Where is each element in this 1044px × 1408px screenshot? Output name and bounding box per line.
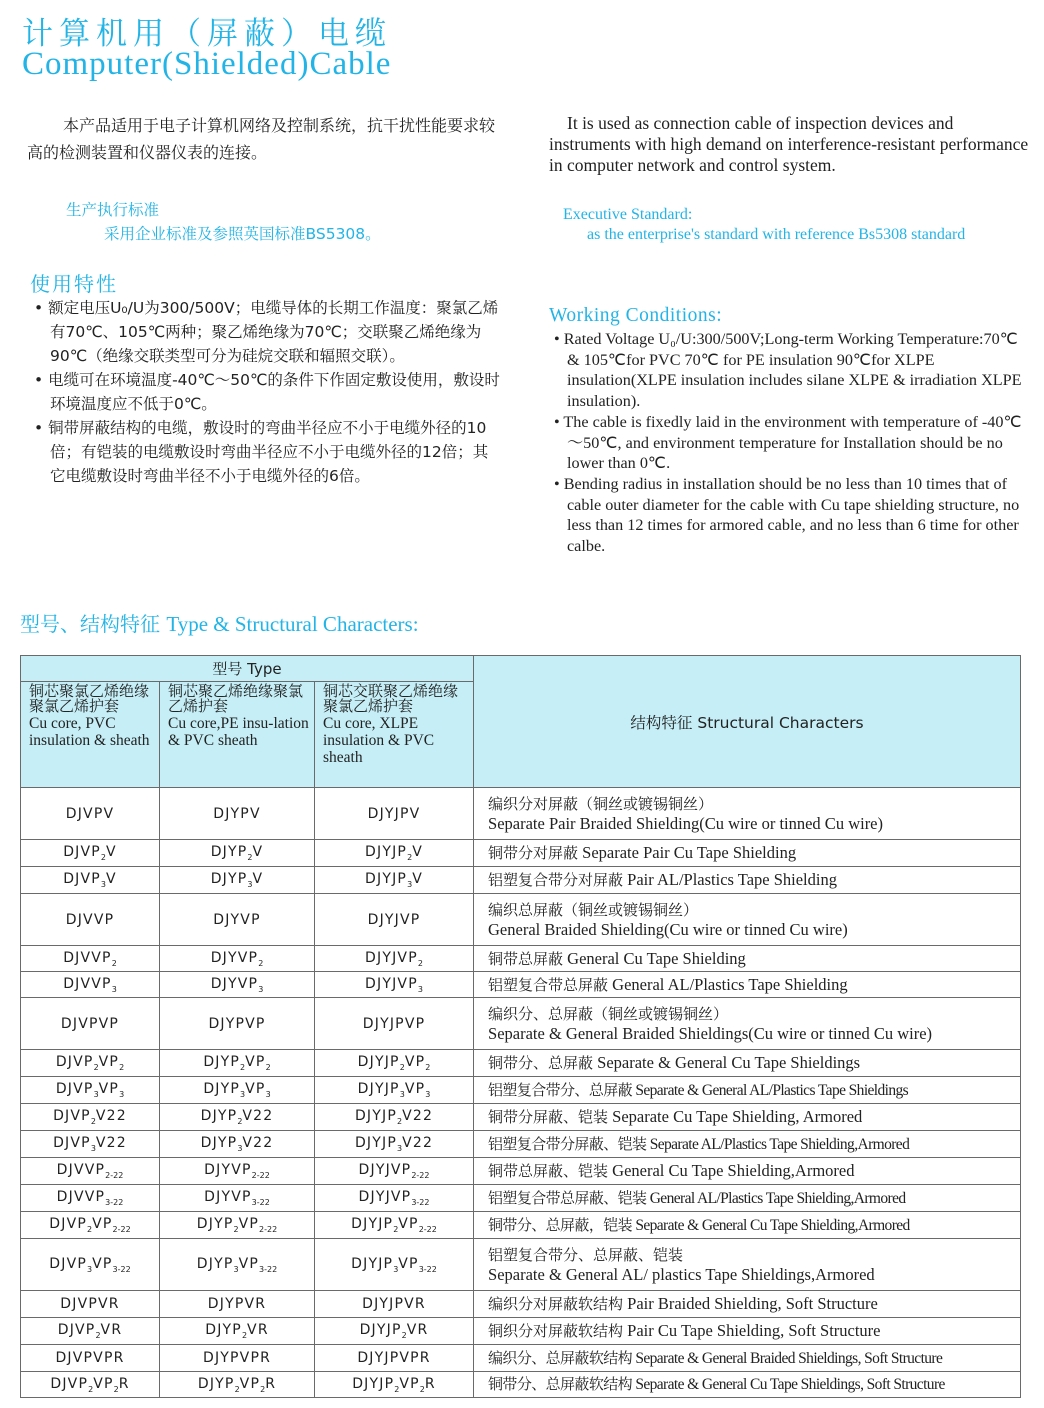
- table-row: [21, 1318, 1021, 1345]
- col-header-pe-cn: 铜芯聚乙烯绝缘聚氯乙烯护套: [168, 682, 304, 715]
- model-xlpe: $DJYJP_3VP_3$: [315, 1077, 474, 1104]
- col-header-xlpe: [315, 682, 474, 788]
- table-row: [21, 1372, 1021, 1398]
- table-row: [21, 1104, 1021, 1131]
- model-pvc: $DJVP_2V$: [21, 840, 160, 867]
- structure-en: Separate Pair Cu Tape Shielding: [582, 843, 797, 862]
- table-row: [21, 1185, 1021, 1212]
- condition-item-en: • The cable is fixedly laid in the environment with temperature of -40℃ ～50℃, and environment temperature for Installation should be no lower than 0℃.: [552, 412, 1024, 474]
- structure-en: Separate AL/Plastics Tape Shielding,Armored: [649, 1135, 910, 1153]
- model-pe: $DJYP_3V22$: [160, 1131, 315, 1158]
- model-pvc: $DJVP_3V$: [21, 867, 160, 894]
- structure-en: General Cu Tape Shielding: [567, 948, 746, 968]
- structure-description: [474, 1131, 1021, 1158]
- structure-cn: 铜带分、总屏蔽，铠装: [488, 1215, 633, 1234]
- structure-description: [474, 1345, 1021, 1372]
- model-pe: $DJYP_2VR$: [160, 1318, 315, 1345]
- col-header-pvc-cn: 铜芯聚氯乙烯绝缘聚氯乙烯护套: [29, 682, 150, 715]
- table-row: [21, 998, 1021, 1050]
- table-row: [21, 1158, 1021, 1185]
- structure-en: Separate & General Cu Tape Shielding,Armored: [635, 1216, 910, 1234]
- model-pe: $DJYP_3VP_3$: [160, 1077, 315, 1104]
- model-xlpe: $DJYJP_2VP_2$: [315, 1050, 474, 1077]
- structure-en: Separate Cu Tape Shielding, Armored: [612, 1107, 863, 1126]
- model-xlpe: $DJYJVP_{3-22}$: [315, 1185, 474, 1212]
- model-pvc: $DJVP_2VR$: [21, 1318, 160, 1345]
- col-header-pe-en: Cu core,PE insu-lation & PVC sheath: [168, 715, 309, 749]
- model-pvc: $DJVP_3VP_{3-22}$: [21, 1239, 160, 1291]
- types-heading: [20, 608, 419, 637]
- structure-cn: 编织分对屏蔽（铜丝或镀锡铜丝）: [488, 795, 714, 813]
- structure-cn: 铝塑复合带分、总屏蔽: [488, 1080, 633, 1099]
- structure-en: Pair Braided Shielding, Soft Structure: [627, 1294, 878, 1313]
- structure-en: General Braided Shielding(Cu wire or tinned Cu wire): [488, 920, 848, 939]
- model-xlpe: $DJYJVP_{2-22}$: [315, 1158, 474, 1185]
- structure-description: [474, 972, 1021, 998]
- structure-description: [474, 1291, 1021, 1318]
- intro-cn: 本产品适用于电子计算机网络及控制系统，抗干扰性能要求较高的检测装置和仪器仪表的连接。: [27, 116, 496, 162]
- structure-description: [474, 1077, 1021, 1104]
- model-pvc: $DJVVP_{2-22}$: [21, 1158, 160, 1185]
- table-row: [21, 867, 1021, 894]
- model-pe: DJYVP: [160, 894, 315, 946]
- model-xlpe: $DJYJP_3VP_{3-22}$: [315, 1239, 474, 1291]
- structure-en: Separate Pair Braided Shielding(Cu wire or tinned Cu wire): [488, 814, 884, 833]
- structure-en: Separate & General Braided Shieldings(Cu wire or tinned Cu wire): [488, 1024, 933, 1043]
- col-header-pvc-en: Cu core, PVC insulation & sheath: [29, 715, 150, 749]
- types-heading-en: Type & Structural Characters:: [166, 612, 419, 636]
- col-header-pvc: [21, 682, 160, 788]
- model-pvc: $DJVP_2VP_2R$: [21, 1372, 160, 1398]
- structure-cn: 编织分对屏蔽软结构: [488, 1295, 624, 1313]
- structure-en: Separate & General Cu Tape Shieldings, Soft Structure: [635, 1376, 945, 1393]
- table-row: [21, 1077, 1021, 1104]
- model-pe: $DJYP_2V$: [160, 840, 315, 867]
- type-rows: [21, 788, 1021, 1398]
- table-row: [21, 1345, 1021, 1372]
- model-xlpe: $DJYJVP_2$: [315, 946, 474, 972]
- model-pe: $DJYP_2V22$: [160, 1104, 315, 1131]
- types-heading-cn: 型号、结构特征: [20, 612, 160, 636]
- structure-description: [474, 894, 1021, 946]
- col-header-type: 型号 Type: [21, 656, 474, 682]
- model-xlpe: $DJYJP_2VP_{2-22}$: [315, 1212, 474, 1239]
- structure-cn: 铝塑复合带总屏蔽、铠装: [488, 1188, 647, 1207]
- model-pe: $DJYP_2VP_2R$: [160, 1372, 315, 1398]
- structure-cn: 铝塑复合带分、总屏蔽、铠装: [488, 1246, 684, 1264]
- structure-cn: 编织总屏蔽（铜丝或镀锡铜丝）: [488, 901, 699, 919]
- structure-description: [474, 1239, 1021, 1291]
- table-row: [21, 1239, 1021, 1291]
- model-pe: DJYPVPR: [160, 1345, 315, 1372]
- table-row: [21, 840, 1021, 867]
- model-xlpe: DJYJPVR: [315, 1291, 474, 1318]
- structure-cn: 铜带分、总屏蔽: [488, 1054, 594, 1072]
- model-pe: $DJYVP_2$: [160, 946, 315, 972]
- table-row: [21, 1131, 1021, 1158]
- structure-cn: 铜带总屏蔽、铠装: [488, 1162, 609, 1180]
- structure-cn: 铜带分屏蔽、铠装: [488, 1108, 609, 1126]
- model-pe: $DJYP_3V$: [160, 867, 315, 894]
- intro-en: It is used as connection cable of inspection devices and instruments with high demand on interference-resistant performance in computer network and control system.: [549, 113, 1029, 175]
- page-title-cn: 计算机用（屏蔽）电缆: [22, 16, 392, 52]
- structure-en: Pair AL/Plastics Tape Shielding: [627, 870, 837, 889]
- structure-description: [474, 840, 1021, 867]
- structure-cn: 铜带分对屏蔽: [488, 844, 579, 862]
- model-pvc: $DJVVP_3$: [21, 972, 160, 998]
- model-pvc: $DJVVP_{3-22}$: [21, 1185, 160, 1212]
- standard-heading-cn: 生产执行标准: [66, 201, 160, 219]
- model-pvc: $DJVP_3V22$: [21, 1131, 160, 1158]
- conditions-heading-en: Working Conditions:: [549, 305, 723, 326]
- model-pvc: DJVPV: [21, 788, 160, 840]
- model-pvc: $DJVP_2VP_2$: [21, 1050, 160, 1077]
- model-xlpe: $DJYJP_3V22$: [315, 1131, 474, 1158]
- structure-description: [474, 1372, 1021, 1398]
- model-pvc: $DJVP_3VP_3$: [21, 1077, 160, 1104]
- table-row: [21, 946, 1021, 972]
- model-pvc: DJVPVR: [21, 1291, 160, 1318]
- model-xlpe: $DJYJP_2V$: [315, 840, 474, 867]
- model-pvc: $DJVP_2VP_{2-22}$: [21, 1212, 160, 1239]
- structure-en: Pair Cu Tape Shielding, Soft Structure: [627, 1321, 881, 1340]
- structure-en: Separate & General Braided Shieldings, Soft Structure: [635, 1349, 943, 1367]
- structure-en: Separate & General AL/ plastics Tape Shieldings,Armored: [488, 1265, 875, 1284]
- table-row: [21, 1050, 1021, 1077]
- model-xlpe: DJYJPVPR: [315, 1345, 474, 1372]
- model-pe: $DJYVP_3$: [160, 972, 315, 998]
- model-pe: DJYPV: [160, 788, 315, 840]
- standard-value-cn: 采用企业标准及参照英国标准BS5308。: [104, 225, 381, 243]
- table-row: [21, 894, 1021, 946]
- condition-item-cn: • 额定电压U₀/U为300/500V；电缆导体的长期工作温度：聚氯乙烯有70℃、105℃两种；聚乙烯绝缘为70℃；交联聚乙烯绝缘为90℃（绝缘交联类型可分为硅烷交联和辐照交联）。: [32, 296, 502, 368]
- model-pe: $DJYP_3VP_{3-22}$: [160, 1239, 315, 1291]
- structure-description: [474, 1158, 1021, 1185]
- model-pe: DJYPVP: [160, 998, 315, 1050]
- model-xlpe: DJYJPV: [315, 788, 474, 840]
- condition-item-cn: • 铜带屏蔽结构的电缆，敷设时的弯曲半径应不小于电缆外径的10倍；有铠装的电缆敷设时弯曲半径应不小于电缆外径的12倍；其它电缆敷设时弯曲半径不小于电缆外径的6倍。: [32, 416, 502, 488]
- type-structure-table: [20, 655, 1021, 1398]
- structure-description: [474, 1104, 1021, 1131]
- structure-en: Separate & General AL/Plastics Tape Shieldings: [635, 1081, 909, 1099]
- model-pvc: $DJVP_2V22$: [21, 1104, 160, 1131]
- model-pvc: DJVPVPR: [21, 1345, 160, 1372]
- model-xlpe: $DJYJP_2V22$: [315, 1104, 474, 1131]
- model-xlpe: DJYJPVP: [315, 998, 474, 1050]
- model-pe: $DJYP_2VP_2$: [160, 1050, 315, 1077]
- table-row: [21, 788, 1021, 840]
- model-pvc: DJVPVP: [21, 998, 160, 1050]
- structure-description: [474, 1318, 1021, 1345]
- model-xlpe: $DJYJP_2VR$: [315, 1318, 474, 1345]
- structure-description: [474, 1185, 1021, 1212]
- table-row: [21, 1212, 1021, 1239]
- structure-en: General AL/Plastics Tape Shielding: [612, 974, 848, 994]
- model-xlpe: $DJYJP_2VP_2R$: [315, 1372, 474, 1398]
- structure-description: [474, 998, 1021, 1050]
- structure-description: [474, 1212, 1021, 1239]
- structure-en: General AL/Plastics Tape Shielding,Armored: [649, 1189, 906, 1207]
- condition-item-cn: • 电缆可在环境温度-40℃～50℃的条件下作固定敷设使用，敷设时环境温度应不低于0℃。: [32, 368, 502, 416]
- structure-cn: 铜带分、总屏蔽软结构: [488, 1375, 633, 1393]
- structure-cn: 铝塑复合带分屏蔽、铠装: [488, 1134, 647, 1153]
- table-row: [21, 972, 1021, 998]
- structure-cn: 铜带总屏蔽: [488, 949, 564, 968]
- structure-cn: 铝塑复合带总屏蔽: [488, 975, 609, 994]
- structure-cn: 铝塑复合带分对屏蔽: [488, 871, 624, 889]
- standard-value-en: as the enterprise's standard with reference Bs5308 standard: [587, 226, 966, 243]
- condition-item-en: • Rated Voltage U₀/U:300/500V;Long-term Working Temperature:70℃ & 105℃for PVC 70℃ for PE insulation 90℃for XLPE insulation(XLPE insulation includes silane XLPE & irradiation XLPE insulation).: [552, 329, 1024, 412]
- model-pe: $DJYVP_{2-22}$: [160, 1158, 315, 1185]
- col-header-xlpe-en: Cu core, XLPE insulation & PVC sheath: [323, 715, 435, 766]
- conditions-list-cn: [32, 296, 502, 488]
- model-pe: $DJYP_2VP_{2-22}$: [160, 1212, 315, 1239]
- structure-en: Separate & General Cu Tape Shieldings: [597, 1053, 861, 1072]
- model-pe: $DJYVP_{3-22}$: [160, 1185, 315, 1212]
- model-xlpe: $DJYJP_3V$: [315, 867, 474, 894]
- col-header-structure: 结构特征 Structural Characters: [474, 656, 1021, 788]
- structure-description: [474, 946, 1021, 972]
- structure-description: [474, 867, 1021, 894]
- conditions-list-en: [552, 329, 1024, 557]
- col-header-pe: [160, 682, 315, 788]
- structure-cn: 编织分、总屏蔽（铜丝或镀锡铜丝）: [488, 1005, 729, 1023]
- page-title-en: Computer(Shielded)Cable: [22, 46, 392, 82]
- model-pvc: $DJVVP_2$: [21, 946, 160, 972]
- structure-description: [474, 1050, 1021, 1077]
- structure-description: [474, 788, 1021, 840]
- model-xlpe: DJYJVP: [315, 894, 474, 946]
- table-row: [21, 1291, 1021, 1318]
- structure-cn: 编织分、总屏蔽软结构: [488, 1348, 633, 1367]
- condition-item-en: • Bending radius in installation should be no less than 10 times that of cable outer diameter for the cable with Cu tape shielding structure, no less than 12 times for armored cable, and no less than 6 time for other calbe.: [552, 474, 1024, 557]
- conditions-heading-cn: 使用特性: [30, 272, 118, 296]
- structure-cn: 铜织分对屏蔽软结构: [488, 1322, 624, 1340]
- col-header-xlpe-cn: 铜芯交联聚乙烯绝缘聚氯乙烯护套: [323, 682, 459, 715]
- model-pvc: DJVVP: [21, 894, 160, 946]
- standard-heading-en: Executive Standard:: [563, 206, 693, 223]
- structure-en: General Cu Tape Shielding,Armored: [612, 1161, 855, 1180]
- model-xlpe: $DJYJVP_3$: [315, 972, 474, 998]
- model-pe: DJYPVR: [160, 1291, 315, 1318]
